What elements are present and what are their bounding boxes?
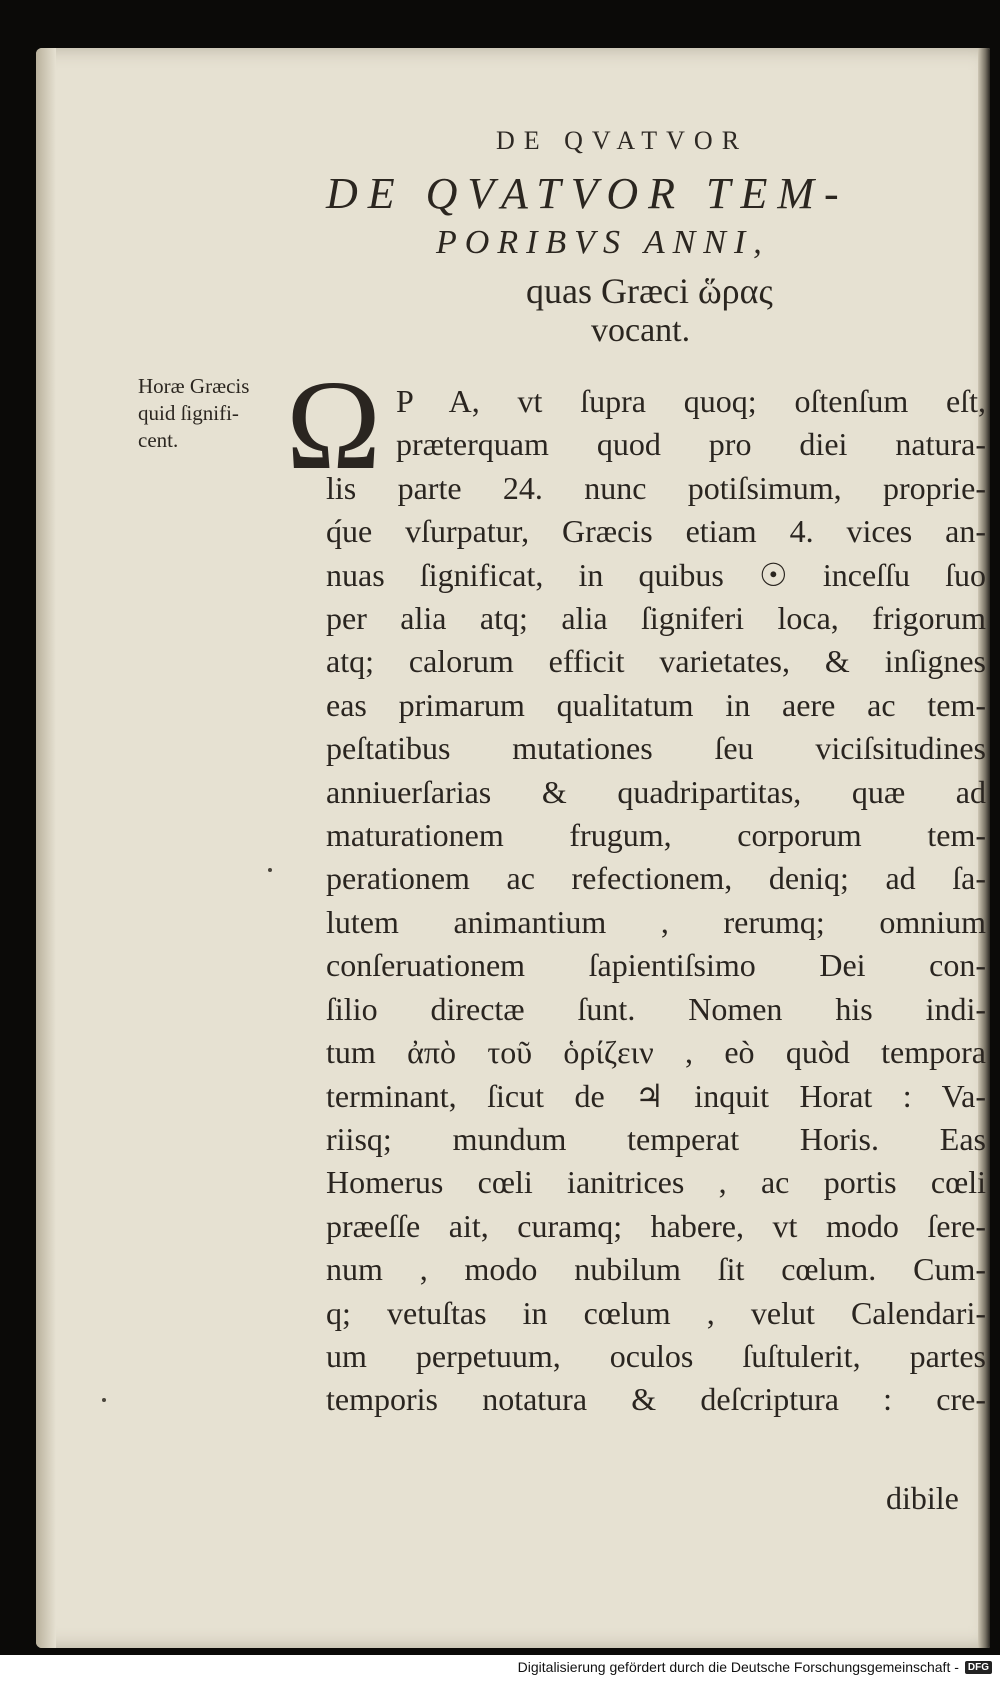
footer-text: Digitalisierung gefördert durch die Deutsche Forschungsgemeinschaft -: [517, 1659, 959, 1675]
dfg-logo: DFG: [965, 1661, 992, 1674]
text-line: um perpetuum, oculos ſuſtulerit, partes: [326, 1337, 986, 1374]
title-line-1: DE QVATVOR TEM-: [326, 169, 849, 218]
text-line: præterquam quod pro diei natura-: [396, 426, 986, 463]
text-line: terminant, ſicut de ♃ inquit Horat : Va-: [326, 1077, 986, 1114]
margin-note-line: quid ſignifi-: [138, 401, 239, 425]
catchword: dibile: [886, 1480, 959, 1516]
margin-note-line: Horæ Græcis: [138, 374, 250, 398]
footer-credit: [518, 1659, 992, 1675]
body-text: [326, 380, 986, 1422]
title-line-2: PORIBVS ANNI,: [436, 224, 770, 261]
text-line: P A, vt ſupra quoq; oſtenſum eſt,: [396, 383, 986, 419]
ink-speck: [268, 868, 272, 872]
ink-speck: [102, 1398, 106, 1402]
title-line-3: quas Græci ὥρας: [526, 271, 773, 311]
text-line: anniuerſarias & quadripartitas, quæ ad: [326, 773, 986, 810]
text-line: perationem ac refectionem, deniq; ad ſa-: [326, 860, 986, 897]
book-page: [36, 48, 990, 1648]
text-line: peſtatibus mutationes ſeu viciſsitudines: [326, 730, 986, 767]
margin-note-line: cent.: [138, 428, 179, 452]
text-line: per alia atq; alia ſigniferi loca, frigorum: [326, 600, 986, 637]
text-line: q; vetuſtas in cœlum , velut Calendari-: [326, 1294, 986, 1331]
text-line: tum ἀπὸ τοῦ ὁρίζειν , eò quòd tempora: [326, 1034, 986, 1071]
text-line: lutem animantium , rerumq; omnium: [326, 903, 986, 940]
text-line: num , modo nubilum ſit cœlum. Cum-: [326, 1251, 986, 1288]
title-line-4: vocant.: [591, 312, 691, 349]
text-line: ſilio directæ ſunt. Nomen his indi-: [326, 990, 986, 1027]
text-line: riisq; mundum temperat Horis. Eas: [326, 1120, 986, 1157]
text-line: temporis notatura & deſcriptura : cre-: [326, 1381, 986, 1418]
text-line: q́ue vſurpatur, Græcis etiam 4. vices an-: [326, 513, 986, 550]
text-line: lis parte 24. nunc potiſsimum, proprie-: [326, 469, 986, 506]
text-line: nuas ſignificat, in quibus ☉ inceſſu ſuo: [326, 556, 986, 593]
text-line: conſeruationem ſapientiſsimo Dei con-: [326, 947, 986, 984]
text-line: maturationem frugum, corporum tem-: [326, 817, 986, 854]
text-line: Homerus cœli ianitrices , ac portis cœli: [326, 1164, 986, 1201]
margin-note: [138, 373, 288, 454]
text-line: præeſſe ait, curamq; habere, vt modo ſere-: [326, 1207, 986, 1244]
drop-cap: Ω: [286, 354, 382, 496]
text-line: atq; calorum efficit varietates, & inſignes: [326, 643, 986, 680]
running-head: DE QVATVOR: [496, 126, 749, 155]
text-line: eas primarum qualitatum in aere ac tem-: [326, 686, 986, 723]
page-gutter: [36, 48, 56, 1648]
